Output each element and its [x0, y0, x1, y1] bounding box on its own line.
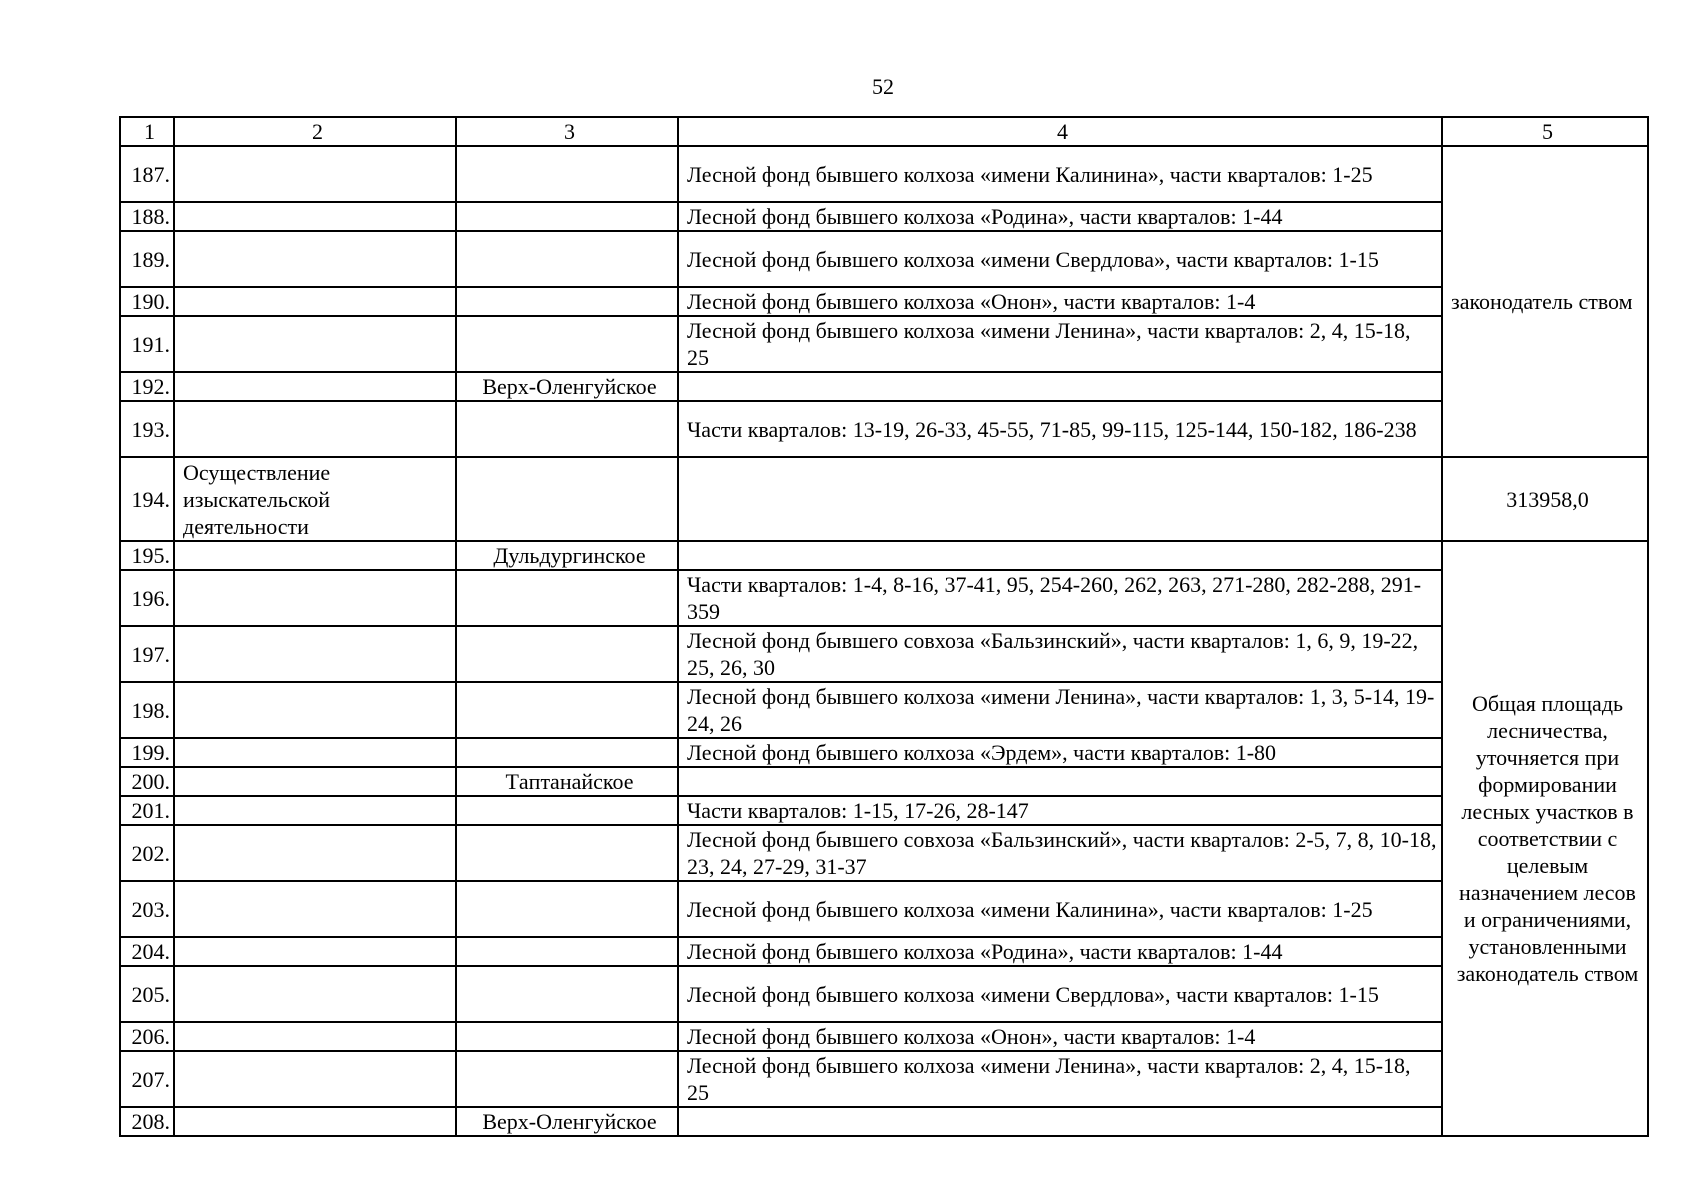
quarters-cell: Лесной фонд бывшего колхоза «имени Свердлова», части кварталов: 1-15	[678, 231, 1442, 287]
row-number: 201.	[120, 796, 174, 825]
table-row	[120, 738, 1648, 767]
quarters-cell: Лесной фонд бывшего колхоза «имени Калинина», части кварталов: 1-25	[678, 146, 1442, 202]
activity-cell	[174, 738, 456, 767]
activity-cell	[174, 287, 456, 316]
area-cell: законодатель ством	[1442, 146, 1648, 457]
quarters-cell: Лесной фонд бывшего колхоза «Онон», части кварталов: 1-4	[678, 287, 1442, 316]
row-number: 197.	[120, 626, 174, 682]
quarters-cell	[678, 541, 1442, 570]
quarters-cell: Части кварталов: 1-4, 8-16, 37-41, 95, 254-260, 262, 263, 271-280, 282-288, 291-359	[678, 570, 1442, 626]
district-cell	[456, 682, 678, 738]
activity-cell	[174, 202, 456, 231]
row-number: 194.	[120, 457, 174, 541]
district-cell	[456, 202, 678, 231]
table-row	[120, 570, 1648, 626]
quarters-cell: Лесной фонд бывшего колхоза «Родина», части кварталов: 1-44	[678, 937, 1442, 966]
area-cell: 313958,0	[1442, 457, 1648, 541]
activity-cell	[174, 825, 456, 881]
activity-cell	[174, 146, 456, 202]
district-cell	[456, 1051, 678, 1107]
activity-cell	[174, 966, 456, 1022]
district-cell	[456, 401, 678, 457]
table-row	[120, 401, 1648, 457]
table-row	[120, 626, 1648, 682]
district-cell	[456, 316, 678, 372]
quarters-cell: Лесной фонд бывшего колхоза «имени Ленина», части кварталов: 2, 4, 15-18, 25	[678, 1051, 1442, 1107]
activity-cell	[174, 1022, 456, 1051]
quarters-cell: Лесной фонд бывшего колхоза «имени Свердлова», части кварталов: 1-15	[678, 966, 1442, 1022]
header-cell: 4	[678, 117, 1442, 146]
quarters-cell: Лесной фонд бывшего колхоза «Эрдем», части кварталов: 1-80	[678, 738, 1442, 767]
table-row	[120, 146, 1648, 202]
quarters-cell: Лесной фонд бывшего колхоза «имени Ленина», части кварталов: 2, 4, 15-18, 25	[678, 316, 1442, 372]
page-number: 52	[872, 74, 894, 99]
activity-cell	[174, 937, 456, 966]
row-number: 205.	[120, 966, 174, 1022]
header-cell: 3	[456, 117, 678, 146]
table-row	[120, 1107, 1648, 1136]
table-row	[120, 682, 1648, 738]
activity-cell	[174, 682, 456, 738]
activity-cell	[174, 626, 456, 682]
district-cell	[456, 881, 678, 937]
header-row	[120, 117, 1648, 146]
quarters-cell: Лесной фонд бывшего колхоза «Онон», части кварталов: 1-4	[678, 1022, 1442, 1051]
activity-cell	[174, 316, 456, 372]
activity-cell: Осуществление изыскательской деятельности	[174, 457, 456, 541]
district-cell	[456, 738, 678, 767]
row-number: 208.	[120, 1107, 174, 1136]
table-row	[120, 231, 1648, 287]
header-cell: 5	[1442, 117, 1648, 146]
table-row	[120, 457, 1648, 541]
row-number: 199.	[120, 738, 174, 767]
district-cell	[456, 825, 678, 881]
district-cell	[456, 287, 678, 316]
table-row	[120, 796, 1648, 825]
row-number: 207.	[120, 1051, 174, 1107]
district-cell: Верх-Оленгуйское	[456, 1107, 678, 1136]
quarters-cell: Лесной фонд бывшего колхоза «имени Калинина», части кварталов: 1-25	[678, 881, 1442, 937]
quarters-cell: Лесной фонд бывшего колхоза «имени Ленина», части кварталов: 1, 3, 5-14, 19-24, 26	[678, 682, 1442, 738]
district-cell: Верх-Оленгуйское	[456, 372, 678, 401]
table-row	[120, 825, 1648, 881]
area-cell: Общая площадь лесничества, уточняется при формировании лесных участков в соответствии с целевым назначением лесов и ограничениями, установленными законодатель ством	[1442, 541, 1648, 1136]
row-number: 195.	[120, 541, 174, 570]
table-row	[120, 202, 1648, 231]
quarters-cell: Лесной фонд бывшего совхоза «Бальзинский», части кварталов: 1, 6, 9, 19-22, 25, 26, 30	[678, 626, 1442, 682]
district-cell	[456, 937, 678, 966]
activity-cell	[174, 541, 456, 570]
table-row	[120, 1051, 1648, 1107]
quarters-cell	[678, 457, 1442, 541]
table-row	[120, 541, 1648, 570]
row-number: 188.	[120, 202, 174, 231]
activity-cell	[174, 767, 456, 796]
row-number: 192.	[120, 372, 174, 401]
quarters-cell	[678, 372, 1442, 401]
activity-cell	[174, 401, 456, 457]
activity-cell	[174, 1051, 456, 1107]
activity-cell	[174, 881, 456, 937]
row-number: 191.	[120, 316, 174, 372]
header-cell: 2	[174, 117, 456, 146]
district-cell: Тaптaнaйское	[456, 767, 678, 796]
quarters-cell: Лесной фонд бывшего совхоза «Бальзинский», части кварталов: 2-5, 7, 8, 10-18, 23, 24, 27-29, 31-37	[678, 825, 1442, 881]
header-cell: 1	[120, 117, 174, 146]
row-number: 200.	[120, 767, 174, 796]
row-number: 193.	[120, 401, 174, 457]
row-number: 196.	[120, 570, 174, 626]
activity-cell	[174, 1107, 456, 1136]
quarters-cell	[678, 1107, 1442, 1136]
district-cell	[456, 966, 678, 1022]
district-cell	[456, 626, 678, 682]
district-cell	[456, 796, 678, 825]
table-row	[120, 937, 1648, 966]
table-row	[120, 287, 1648, 316]
table-row	[120, 881, 1648, 937]
quarters-cell	[678, 767, 1442, 796]
quarters-cell: Части кварталов: 1-15, 17-26, 28-147	[678, 796, 1442, 825]
table-row	[120, 966, 1648, 1022]
row-number: 187.	[120, 146, 174, 202]
table-row	[120, 316, 1648, 372]
quarters-cell: Части кварталов: 13-19, 26-33, 45-55, 71-85, 99-115, 125-144, 150-182, 186-238	[678, 401, 1442, 457]
district-cell	[456, 570, 678, 626]
row-number: 203.	[120, 881, 174, 937]
activity-cell	[174, 570, 456, 626]
activity-cell	[174, 796, 456, 825]
quarters-cell: Лесной фонд бывшего колхоза «Родина», части кварталов: 1-44	[678, 202, 1442, 231]
district-cell	[456, 146, 678, 202]
table-row	[120, 372, 1648, 401]
row-number: 204.	[120, 937, 174, 966]
row-number: 198.	[120, 682, 174, 738]
table-row	[120, 1022, 1648, 1051]
row-number: 202.	[120, 825, 174, 881]
district-cell: Дульдургинское	[456, 541, 678, 570]
row-number: 206.	[120, 1022, 174, 1051]
row-number: 190.	[120, 287, 174, 316]
district-cell	[456, 457, 678, 541]
activity-cell	[174, 372, 456, 401]
district-cell	[456, 231, 678, 287]
row-number: 189.	[120, 231, 174, 287]
forest-table	[119, 116, 1649, 1137]
district-cell	[456, 1022, 678, 1051]
table-row	[120, 767, 1648, 796]
activity-cell	[174, 231, 456, 287]
